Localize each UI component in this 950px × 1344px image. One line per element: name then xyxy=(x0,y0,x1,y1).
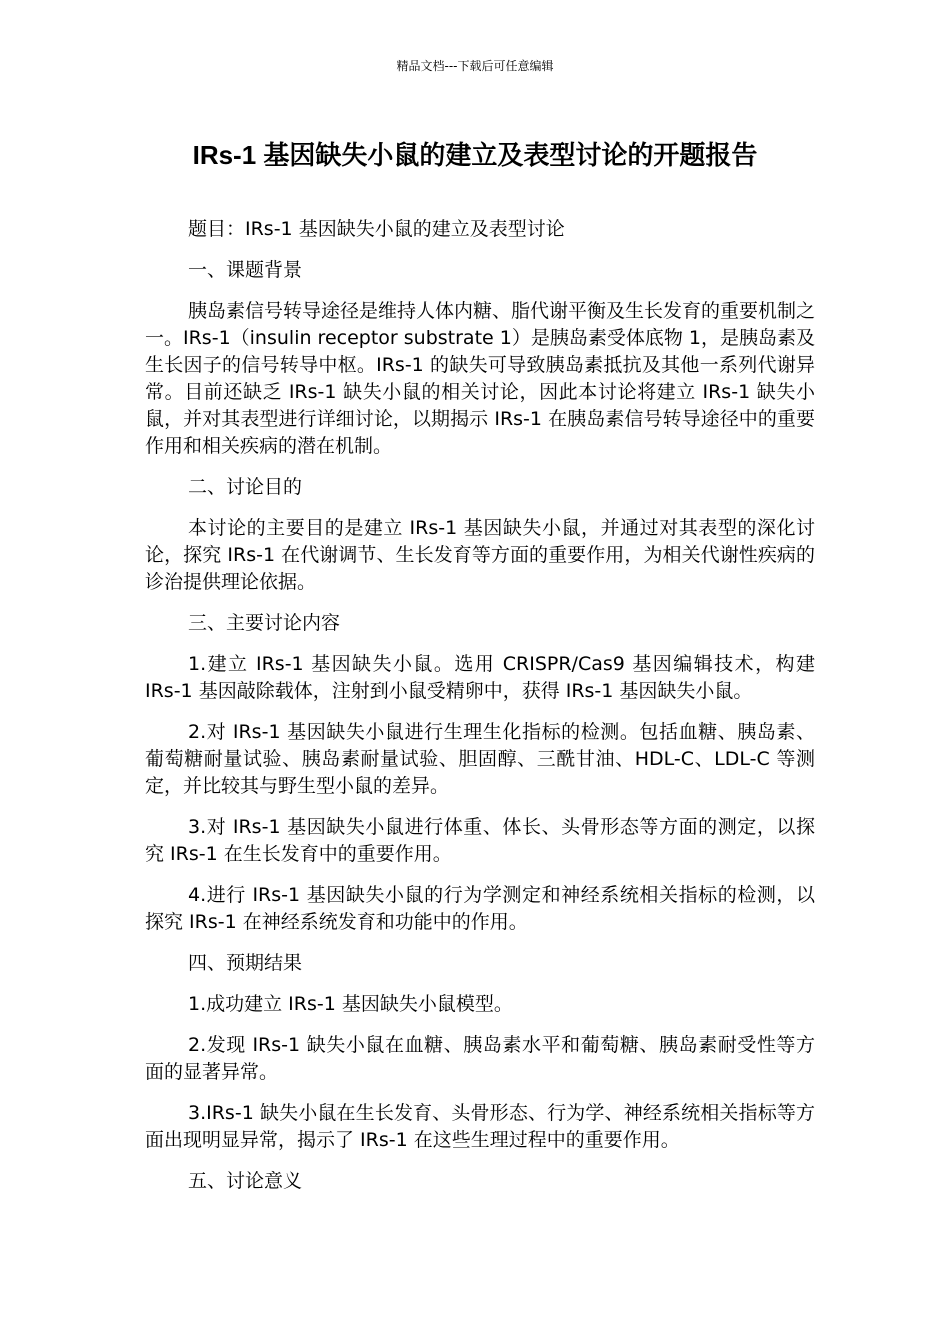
section-heading-expected-results: 四、预期结果 xyxy=(188,952,303,974)
document-body xyxy=(145,216,822,1209)
page-header: 精品文档---下载后可任意编辑 xyxy=(396,59,554,73)
section-heading-background: 一、课题背景 xyxy=(188,259,303,281)
list-item: 1.成功建立 IRs-1 基因缺失小鼠模型。 xyxy=(188,993,513,1015)
document-title: IRs-1 基因缺失小鼠的建立及表型讨论的开题报告 xyxy=(192,140,758,170)
paragraph: 本讨论的主要目的是建立 IRs-1 基因缺失小鼠，并通过对其表型的深化讨论，探究 IRs-1 在代谢调节、生长发育等方面的重要作用，为相关代谢性疾病的诊治提供理论依据。 xyxy=(145,517,815,593)
list-item: 3.对 IRs-1 基因缺失小鼠进行体重、体长、头骨形态等方面的测定，以探究 IRs-1 在生长发育中的重要作用。 xyxy=(145,816,815,865)
list-item: 2.发现 IRs-1 缺失小鼠在血糖、胰岛素水平和葡萄糖、胰岛素耐受性等方面的显著异常。 xyxy=(145,1034,815,1083)
section-heading-purpose: 二、讨论目的 xyxy=(188,476,303,498)
topic-line: 题目：IRs-1 基因缺失小鼠的建立及表型讨论 xyxy=(188,218,565,240)
list-item: 2.对 IRs-1 基因缺失小鼠进行生理生化指标的检测。包括血糖、胰岛素、葡萄糖耐量试验、胰岛素耐量试验、胆固醇、三酰甘油、HDL-C、LDL-C 等测定，并比较其与野生型小鼠的差异。 xyxy=(145,721,815,797)
list-item: 1.建立 IRs-1 基因缺失小鼠。选用 CRISPR/Cas9 基因编辑技术，构建 IRs-1 基因敲除载体，注射到小鼠受精卵中，获得 IRs-1 基因缺失小鼠。 xyxy=(145,653,822,702)
section-heading-content: 三、主要讨论内容 xyxy=(188,612,341,634)
paragraph: 胰岛素信号转导途径是维持人体内糖、脂代谢平衡及生长发育的重要机制之一。IRs-1（insulin receptor substrate 1）是胰岛素受体底物 1，是胰岛素及生长因子的信号转导中枢。IRs-1 的缺失可导致胰岛素抵抗及其他一系列代谢异常。目前还缺乏 IRs-1 缺失小鼠的相关讨论，因此本讨论将建立 IRs-1 缺失小鼠，并对其表型进行详细讨论，以期揭示 IRs-1 在胰岛素信号转导途径中的重要作用和相关疾病的潜在机制。 xyxy=(145,300,816,457)
section-heading-significance: 五、讨论意义 xyxy=(188,1170,303,1192)
list-item: 3.IRs-1 缺失小鼠在生长发育、头骨形态、行为学、神经系统相关指标等方面出现明显异常，揭示了 IRs-1 在这些生理过程中的重要作用。 xyxy=(145,1102,815,1151)
list-item: 4.进行 IRs-1 基因缺失小鼠的行为学测定和神经系统相关指标的检测，以探究 IRs-1 在神经系统发育和功能中的作用。 xyxy=(145,884,815,933)
